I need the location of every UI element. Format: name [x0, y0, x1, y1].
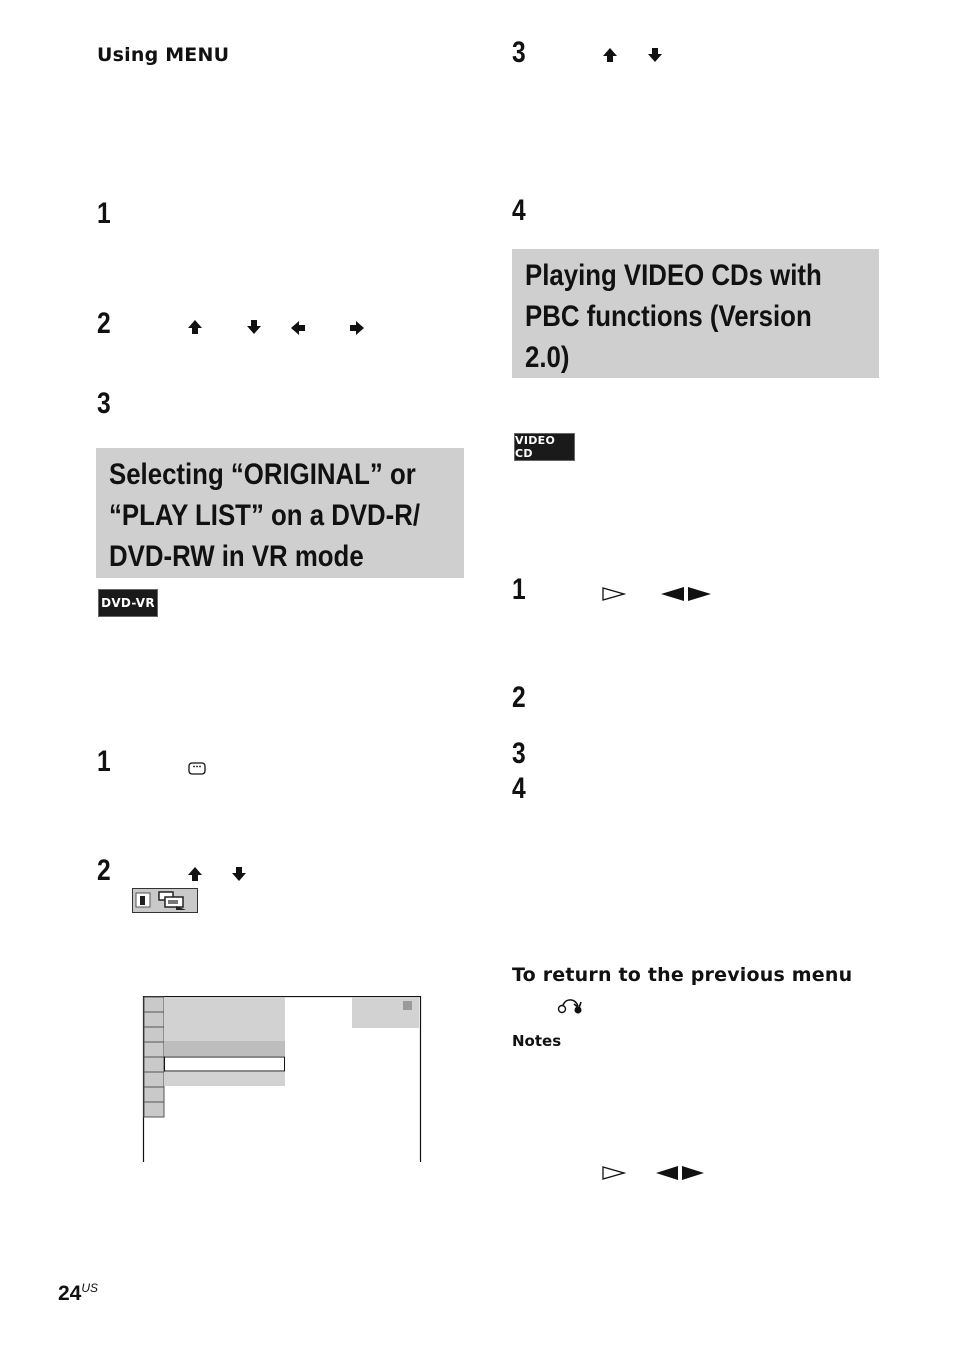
left-right-triangles-icon	[660, 586, 712, 602]
banner-line: Selecting “ORIGINAL” or	[109, 458, 416, 491]
top-menu-button-icon	[187, 760, 207, 776]
page-number-suffix: US	[81, 1281, 99, 1295]
step-number: 2	[97, 854, 111, 887]
banner-line: Playing VIDEO CDs with	[525, 259, 822, 292]
left-right-triangles-icon	[655, 1165, 705, 1181]
control-menu-display	[142, 996, 422, 1162]
play-outline-icon	[602, 1166, 626, 1180]
step-number: 2	[512, 681, 526, 714]
step-number: 3	[97, 387, 111, 420]
original-playlist-menu-icon	[132, 888, 198, 913]
step-number: 4	[512, 194, 526, 227]
right-arrow-icon	[349, 320, 365, 336]
up-arrow-icon	[602, 47, 618, 63]
down-arrow-icon	[231, 866, 247, 882]
step-number: 3	[512, 737, 526, 770]
banner-line: DVD-RW in VR mode	[109, 540, 364, 573]
section-banner	[512, 249, 879, 378]
down-arrow-icon	[246, 319, 262, 335]
left-arrow-icon	[290, 320, 306, 336]
section-subheading: Using MENU	[97, 44, 230, 66]
play-outline-icon	[602, 587, 626, 601]
step-number: 1	[97, 197, 111, 230]
down-arrow-icon	[647, 47, 663, 63]
section-banner	[96, 448, 464, 578]
up-arrow-icon	[187, 866, 203, 882]
return-icon	[556, 996, 586, 1016]
notes-label: Notes	[512, 1032, 562, 1050]
banner-line: 2.0)	[525, 341, 570, 374]
banner-line: PBC functions (Version	[525, 300, 812, 333]
step-number: 1	[97, 745, 111, 778]
up-arrow-icon	[187, 319, 203, 335]
banner-line: “PLAY LIST” on a DVD-R/	[109, 499, 421, 532]
page-number: $24^{US}$	[58, 1281, 99, 1305]
return-heading: To return to the previous menu	[512, 964, 853, 986]
step-number: 1	[512, 573, 526, 606]
disc-type-badge: DVD-VR	[98, 589, 158, 617]
step-number: 3	[512, 36, 526, 69]
step-number: 2	[97, 307, 111, 340]
step-number: 4	[512, 772, 526, 805]
disc-type-badge: VIDEO CD	[514, 433, 575, 461]
